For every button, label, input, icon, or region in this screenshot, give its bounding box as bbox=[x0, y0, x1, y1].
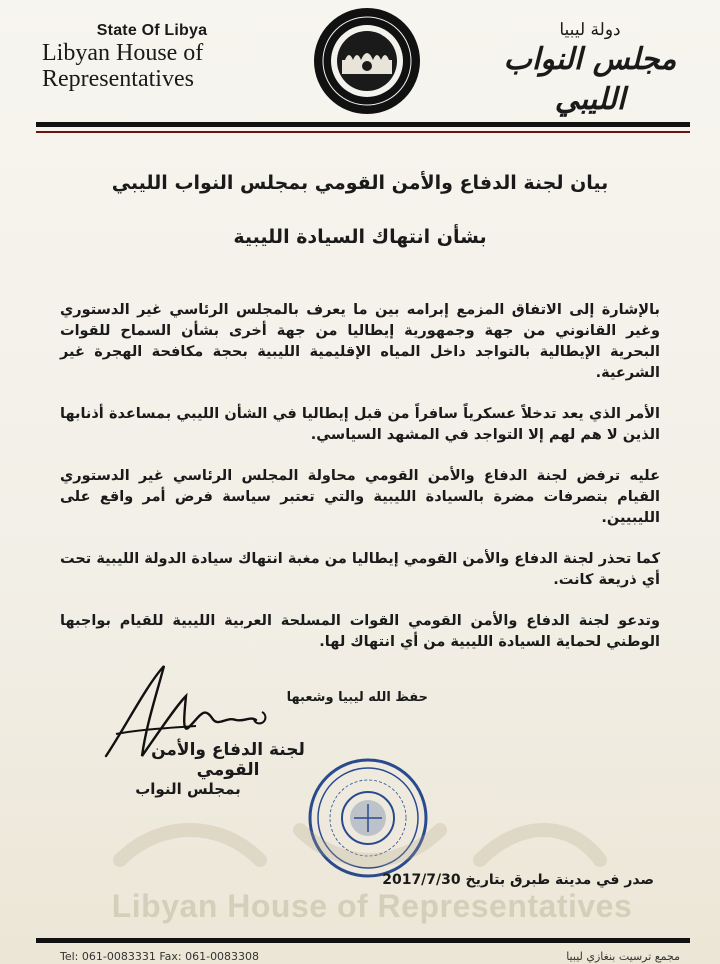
header-arabic bbox=[490, 20, 690, 120]
footer-contact: Tel: 061-0083331 Fax: 061-0083308 bbox=[60, 950, 260, 963]
statement-body bbox=[60, 300, 660, 673]
header-en-representatives: Representatives bbox=[42, 66, 194, 92]
paragraph: كما تحذر لجنة الدفاع والأمن القومي إيطاليا من مغبة انتهاك سيادة الدولة الليبية تحت أي ذريعة كانت. bbox=[60, 551, 660, 588]
issue-date-line: صدر في مدينة طبرق بتاريخ 2017/7/30 bbox=[382, 872, 654, 888]
signatory-body: بمجلس النواب bbox=[135, 780, 241, 798]
paragraph: بالإشارة إلى الاتفاق المزمع إبرامه بين ما يعرف بالمجلس الرئاسي غير الدستوري وغير القانوني من جهة وجمهورية إيطاليا من جهة أخرى بشأن السماح للقوات البحرية الإيطالية بالتواجد داخل المياه الإقليمية الليبية بحجة مكافحة الهجرة غير الشرعية. bbox=[60, 302, 660, 381]
paragraph: الأمر الذي يعد تدخلاً عسكرياً سافراً من قبل إيطاليا في الشأن الليبي بمساعدة أذنابها الذين لا هم لهم إلا التواجد في المشهد السياسي. bbox=[60, 406, 660, 443]
paragraph: عليه ترفض لجنة الدفاع والأمن القومي محاولة المجلس الرئاسي غير الدستوري القيام بتصرفات مضرة بالسيادة الليبية والتي تعتبر سياسة فرض أمر واقع على الليبيين. bbox=[60, 468, 660, 526]
statement-subtitle: بشأن انتهاك السيادة الليبية bbox=[233, 226, 487, 248]
header-divider-thick bbox=[36, 122, 690, 127]
header-en-state: State Of Libya bbox=[96, 22, 208, 39]
header-en-house: Libyan House of bbox=[42, 40, 204, 66]
header-english bbox=[42, 22, 262, 92]
paragraph: وتدعو لجنة الدفاع والأمن القومي القوات المسلحة العربية الليبية للقيام بواجبها الوطني لحماية السيادة الليبية من أي انتهاك لها. bbox=[60, 613, 660, 650]
arabic-watermark bbox=[80, 800, 640, 890]
footer-divider bbox=[36, 938, 690, 943]
closing-phrase: حفظ الله ليبيا وشعبها bbox=[286, 690, 428, 705]
footer-address: مجمع ترسيت بنغازي ليبيا bbox=[566, 950, 680, 963]
header-divider-thin bbox=[36, 131, 690, 133]
english-watermark: Libyan House of Representatives bbox=[111, 888, 633, 924]
header-ar-state: دولة ليبيا bbox=[559, 20, 621, 40]
house-of-representatives-logo bbox=[312, 6, 422, 116]
statement-title: بيان لجنة الدفاع والأمن القومي بمجلس النواب الليبي bbox=[111, 172, 609, 194]
signatory-committee: لجنة الدفاع والأمن القومي bbox=[151, 740, 305, 780]
header-ar-house: مجلس النواب الليبي bbox=[503, 42, 677, 117]
